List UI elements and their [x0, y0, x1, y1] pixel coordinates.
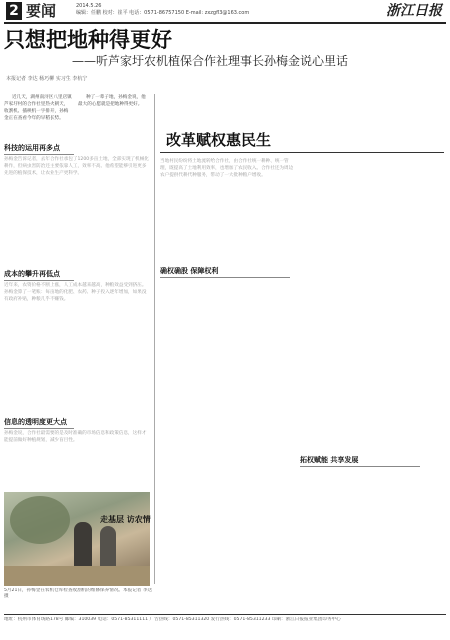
issue-date: 2014.5.26	[76, 3, 102, 9]
footer-info: 地址：杭州市体育场路178号 邮编：310039 电话：0571-85311111 广告热线：0571-85311320 发行热线：0571-85311233 印刷：浙江日报报业集团印务中心	[4, 617, 341, 622]
subhead-empower: 拓权赋能 共享发展	[300, 456, 420, 467]
bottom-rule	[4, 614, 446, 615]
subhead: ——听芦家圩农机植保合作社理事长孙梅金说心里话	[72, 54, 349, 68]
feature-title: 改革赋权惠民生	[166, 131, 272, 149]
intro-column-1	[4, 94, 72, 123]
body-text-tech: 孙梅金告诉记者，去年合作社承包了1200多亩土地，全部实现了机械化耕作，但病虫害防治还主要依靠人工，效率不高。他希望能够引进更多先进的植保技术，让农业生产更科学。	[4, 157, 149, 176]
byline: 本报记者 李达 杨巧柳 实习生 李杭宁	[6, 76, 88, 82]
editor-contact: 编辑：任鹏 校对：崔平 电话：0571-86757150 E-mail: zxzgfl3@163.com	[76, 10, 250, 16]
column-stamp: 走基层 访农情	[100, 515, 151, 524]
subhead-rights: 确权确股 保障权利	[160, 267, 290, 278]
paper-name: 浙江日报	[386, 3, 442, 19]
headline: 只想把地种得更好	[4, 28, 172, 52]
photo-caption: 5月21日，孙梅金在农机仓库检查收割机的维修保养情况。本报记者 李达 摄	[4, 588, 153, 599]
subhead-tech: 科技的运用再多点	[4, 144, 74, 155]
intro-paragraph: 种了一辈子地，孙梅金说，他最大的心愿就是把地种得更好。	[78, 95, 146, 107]
intro-column-2	[78, 94, 146, 109]
intro-paragraph: 近几天，湖州南浔区八里店镇芦家圩村的合作社里热火朝天，收割机、插秧机一字排开，孙梅金正在查看今年的早稻长势。	[4, 95, 72, 121]
body-text-info: 孙梅金说，合作社最需要的是及时准确的市场信息和政策信息，这样才能提前做好种植规划，减少盲目性。	[4, 431, 147, 443]
photo-tree	[10, 496, 70, 544]
body-text-cost: 近年来，农资价格不断上涨，人工成本越来越高，种粮效益受到挤压。孙梅金算了一笔账：每亩地的化肥、农药、种子投入逐年增加，如果没有政府补贴，种粮几乎不赚钱。	[4, 283, 147, 302]
section-name: 要闻	[26, 2, 57, 20]
feature-body-1: 当地村民纷纷将土地流转给合作社，由合作社统一耕种、统一管理，既提高了土地利用效率，也增加了农民收入。合作社还为周边农户提供代耕代种服务，带动了一大批种粮户增收。	[160, 159, 294, 178]
photo-ground	[4, 566, 150, 586]
masthead	[0, 0, 450, 24]
subhead-info: 信息的透明度更大点	[4, 418, 74, 429]
feature-rule	[160, 152, 444, 153]
subhead-cost: 成本的攀升再低点	[4, 270, 74, 281]
news-photo	[4, 492, 150, 586]
top-rule	[4, 22, 446, 24]
page-number: 2	[6, 2, 22, 20]
column-divider	[154, 94, 155, 584]
photo-person	[74, 522, 92, 572]
